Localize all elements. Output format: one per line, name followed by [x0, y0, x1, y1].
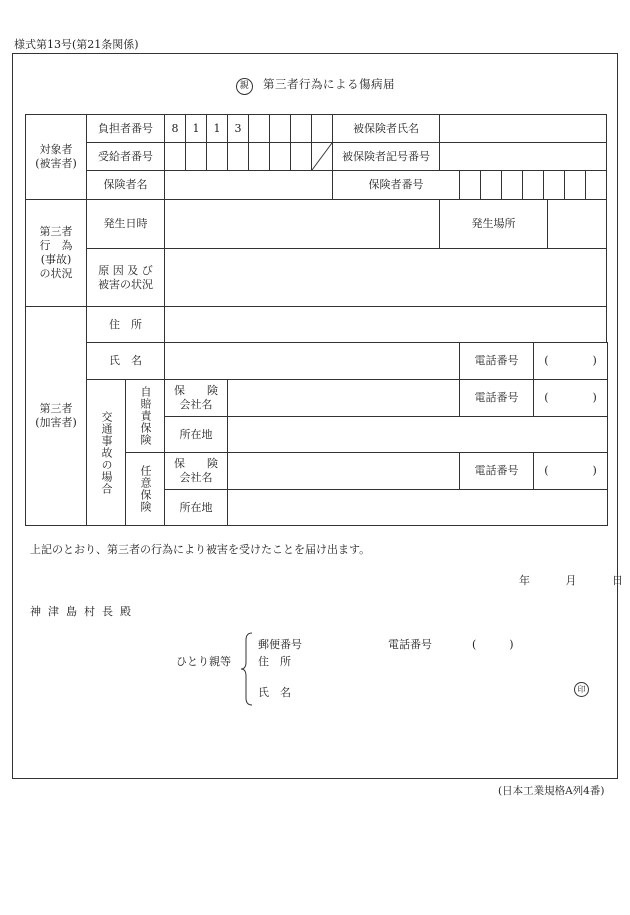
tp-phone-field[interactable]: ( ): [544, 354, 597, 367]
optional-phone-label: 電話番号: [460, 453, 534, 489]
title-text: 第三者行為による傷病届: [263, 77, 395, 91]
insurer-name-field[interactable]: [165, 171, 333, 200]
insured-symbol-label: 被保険者記号番号: [333, 143, 440, 171]
insurer-digit[interactable]: [565, 171, 586, 200]
insured-symbol-field[interactable]: [440, 143, 607, 171]
optional-location-label: 所在地: [165, 490, 228, 526]
insurer-number-label: 保険者番号: [333, 171, 460, 200]
statement: 上記のとおり、第三者の行為により被害を受けたことを届け出ます。: [30, 543, 371, 556]
date-line: [519, 572, 623, 588]
cause-label: 原 因 及 び 被害の状況: [87, 249, 165, 307]
burden-digit[interactable]: 3: [228, 115, 249, 143]
applicant-phone-label: 電話番号: [388, 638, 432, 651]
burden-digit[interactable]: 1: [186, 115, 207, 143]
optional-insurance-label: 任意保険: [126, 453, 165, 526]
recipient-number-label: 受給者番号: [87, 143, 165, 171]
recipient-digit[interactable]: [228, 143, 249, 171]
cause-field[interactable]: [165, 249, 607, 307]
place-field[interactable]: [548, 200, 606, 248]
third-party-section-label: 第三者 (加害者): [26, 307, 87, 526]
form-number: 様式第13号(第21条関係): [14, 38, 139, 51]
tp-address-field[interactable]: [165, 307, 607, 343]
compulsory-phone-cell: [460, 380, 608, 417]
recipient-digit[interactable]: [165, 143, 186, 171]
date-year: 年: [519, 574, 530, 587]
applicant-label: ひとり親等: [176, 655, 231, 668]
datetime-label: 発生日時: [87, 200, 165, 249]
main-table: [25, 114, 608, 526]
optional-company-label: 保 険 会社名: [165, 453, 228, 490]
insurer-digit[interactable]: [481, 171, 502, 200]
place-cell: [440, 200, 607, 249]
recipient-digit-slashed: [312, 143, 333, 171]
date-month: 月: [565, 574, 577, 587]
compulsory-phone-label: 電話番号: [460, 380, 534, 416]
insurer-digit[interactable]: [523, 171, 544, 200]
burden-digit[interactable]: 8: [165, 115, 186, 143]
burden-digit[interactable]: 1: [207, 115, 228, 143]
compulsory-company-label: 保 険 会社名: [165, 380, 228, 417]
optional-phone-field[interactable]: ( ): [544, 464, 597, 477]
place-label: 発生場所: [440, 200, 548, 248]
burden-digit[interactable]: [291, 115, 312, 143]
compulsory-location-field[interactable]: [228, 417, 608, 453]
date-day: 日: [612, 574, 623, 587]
insured-name-field[interactable]: [440, 115, 607, 143]
recipient-digit[interactable]: [291, 143, 312, 171]
burden-digit[interactable]: [312, 115, 333, 143]
applicant-phone-field[interactable]: ( ): [472, 638, 514, 651]
optional-location-field[interactable]: [228, 490, 608, 526]
compulsory-location-label: 所在地: [165, 417, 228, 453]
datetime-field[interactable]: [165, 200, 440, 249]
tp-name-field[interactable]: [165, 343, 460, 380]
burden-digit[interactable]: [249, 115, 270, 143]
insured-name-label: 被保険者氏名: [333, 115, 440, 143]
compulsory-company-field[interactable]: [228, 380, 460, 417]
compulsory-phone-field[interactable]: ( ): [544, 391, 597, 404]
form-title: [236, 76, 395, 95]
tp-name-label: 氏 名: [87, 343, 165, 380]
seal-icon: 印: [574, 682, 589, 697]
brace-icon: [240, 632, 254, 706]
addressee: 神津島村長殿: [30, 605, 138, 618]
insurer-digit[interactable]: [502, 171, 523, 200]
insurer-digit[interactable]: [460, 171, 481, 200]
accident-section-label: 第三者 行 為 (事故) の状況: [26, 200, 87, 307]
tp-phone-label: 電話番号: [460, 343, 534, 379]
burden-number-label: 負担者番号: [87, 115, 165, 143]
optional-company-field[interactable]: [228, 453, 460, 490]
compulsory-insurance-label: 自賠責保険: [126, 380, 165, 453]
recipient-digit[interactable]: [249, 143, 270, 171]
tp-address-label: 住 所: [87, 307, 165, 343]
insurer-digit[interactable]: [544, 171, 565, 200]
recipient-digit[interactable]: [270, 143, 291, 171]
insurer-name-label: 保険者名: [87, 171, 165, 200]
recipient-digit[interactable]: [207, 143, 228, 171]
burden-digit[interactable]: [270, 115, 291, 143]
postal-code-label: 郵便番号: [258, 638, 302, 651]
circle-mark: 親: [236, 78, 253, 95]
traffic-accident-label: 交通事故の場合: [87, 380, 126, 526]
tp-phone-cell: [460, 343, 608, 380]
applicant-address-label: 住 所: [258, 655, 291, 668]
insurer-digit[interactable]: [586, 171, 607, 200]
jis-note: (日本工業規格A列4番): [498, 785, 605, 797]
recipient-digit[interactable]: [186, 143, 207, 171]
subject-section-label: 対象者 (被害者): [26, 115, 87, 200]
optional-phone-cell: [460, 453, 608, 490]
applicant-name-label: 氏 名: [258, 686, 291, 699]
